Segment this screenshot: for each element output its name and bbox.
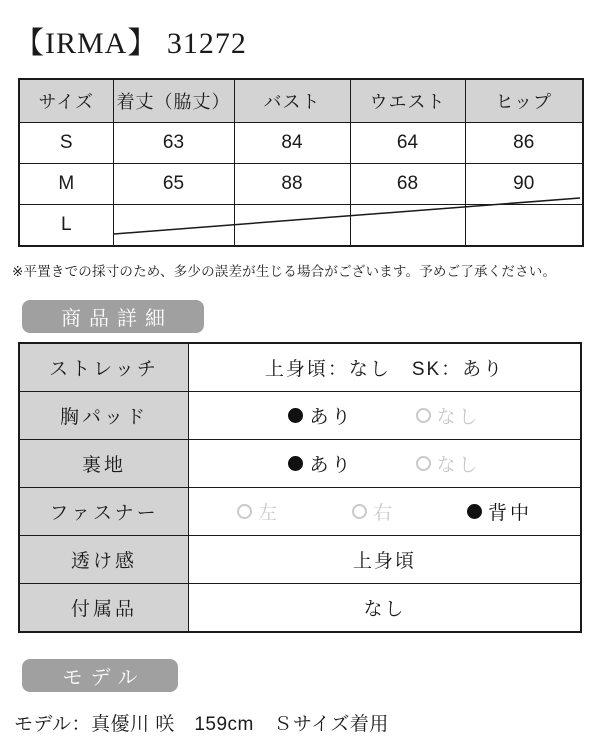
radio-option: [467, 498, 532, 525]
radio-icon: [416, 408, 431, 423]
size-row-s: [19, 123, 583, 164]
size-table-header-row: [19, 79, 583, 123]
radio-icon: [288, 408, 303, 423]
size-table: [18, 78, 584, 247]
size-table-header-waist: ウエスト: [350, 79, 465, 123]
radio-option-label: あり: [309, 407, 354, 428]
radio-option: [416, 402, 481, 429]
value-cell: 68: [350, 164, 465, 205]
detail-row-accessories: [19, 584, 581, 633]
detail-row-stretch: [19, 343, 581, 392]
radio-option-label: 背中: [488, 503, 533, 524]
detail-row-sheerness: [19, 536, 581, 584]
radio-option: [288, 450, 353, 477]
detail-value: 上身頃: [189, 536, 582, 584]
detail-row-fastener: [19, 488, 581, 536]
radio-icon: [288, 456, 303, 471]
model-info: モデル：真優川 咲 159cm Ｓサイズ着用: [14, 714, 389, 735]
detail-row-lining: [19, 440, 581, 488]
value-cell: 90: [465, 164, 583, 205]
radio-icon: [237, 504, 252, 519]
size-table-header-bust: バスト: [234, 79, 350, 123]
detail-label: 付属品: [19, 584, 189, 633]
value-cell: [113, 205, 234, 247]
detail-label: 裏地: [19, 440, 189, 488]
radio-option: [288, 402, 353, 429]
page-title: 【IRMA】 31272: [14, 27, 247, 60]
radio-option: [416, 450, 481, 477]
detail-label: 透け感: [19, 536, 189, 584]
detail-value: なし: [189, 584, 582, 633]
radio-option-label: あり: [309, 455, 354, 476]
measurement-note: ※平置きでの採寸のため、多少の誤差が生じる場合がございます。予めご了承ください。: [12, 264, 557, 279]
radio-option-label: 右: [372, 503, 395, 524]
radio-group: [190, 450, 579, 477]
radio-option: [237, 498, 280, 525]
value-cell: 88: [234, 164, 350, 205]
radio-icon: [467, 504, 482, 519]
size-row-m: [19, 164, 583, 205]
detail-label: ファスナー: [19, 488, 189, 536]
value-cell: 86: [465, 123, 583, 164]
radio-icon: [416, 456, 431, 471]
radio-option-label: なし: [436, 407, 481, 428]
radio-option: [352, 498, 395, 525]
value-cell: 63: [113, 123, 234, 164]
size-table-wrap: [18, 78, 582, 247]
radio-group: [190, 498, 579, 525]
detail-value: 上身頃：なし SK：あり: [189, 343, 582, 392]
value-cell: 65: [113, 164, 234, 205]
value-cell: [350, 205, 465, 247]
size-table-header-length: 着丈（脇丈）: [113, 79, 234, 123]
radio-icon: [352, 504, 367, 519]
size-cell: L: [19, 205, 113, 247]
section-badge-product-details: 商品詳細: [22, 300, 204, 333]
size-cell: S: [19, 123, 113, 164]
size-row-l: [19, 205, 583, 247]
product-details-table: [18, 342, 582, 633]
radio-group: [190, 402, 579, 429]
detail-row-chest-pad: [19, 392, 581, 440]
detail-label: ストレッチ: [19, 343, 189, 392]
radio-option-label: 左: [257, 503, 280, 524]
value-cell: [234, 205, 350, 247]
radio-option-label: なし: [436, 455, 481, 476]
section-badge-model: モデル: [22, 659, 178, 692]
value-cell: [465, 205, 583, 247]
value-cell: 64: [350, 123, 465, 164]
detail-label: 胸パッド: [19, 392, 189, 440]
value-cell: 84: [234, 123, 350, 164]
size-table-header-size: サイズ: [19, 79, 113, 123]
size-table-header-hip: ヒップ: [465, 79, 583, 123]
size-cell: M: [19, 164, 113, 205]
